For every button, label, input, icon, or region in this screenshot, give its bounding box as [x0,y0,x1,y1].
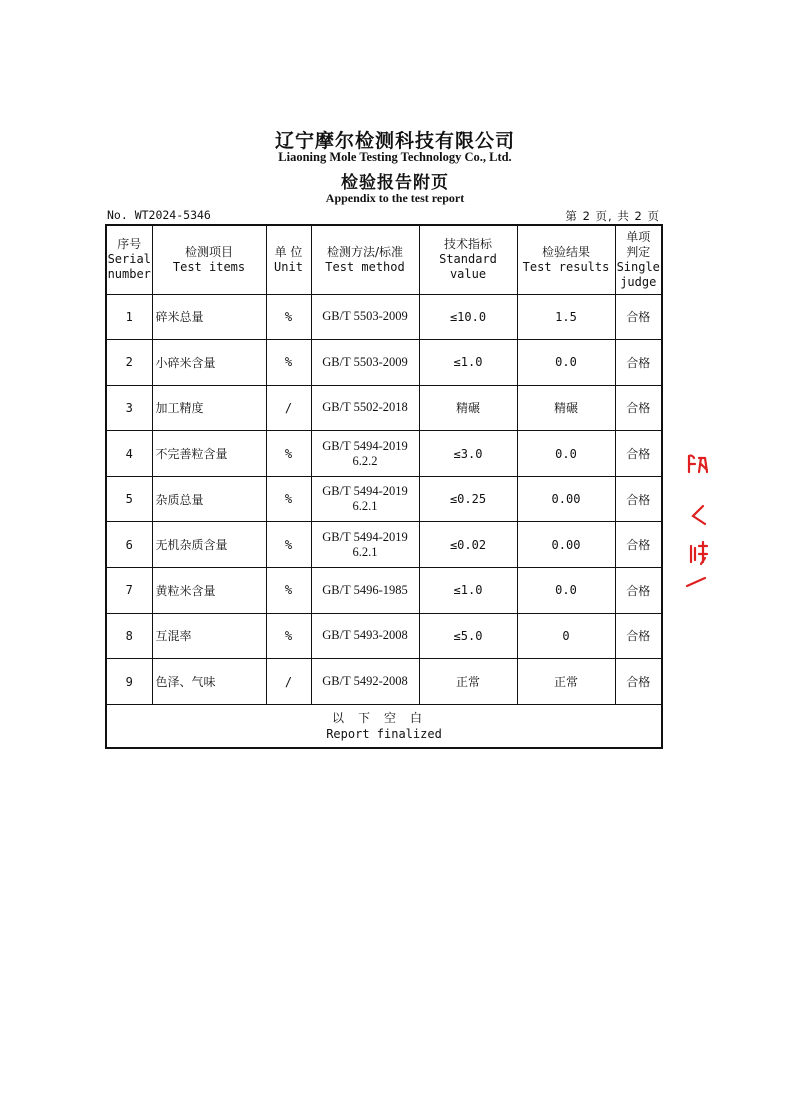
report-finalized-note [106,704,662,748]
cell-standard-value: ≤0.02 [419,522,517,568]
report-number: No. WT2024-5346 [107,208,211,222]
cell-judge: 合格 [615,613,662,659]
cell-test-item: 碎米总量 [152,294,266,340]
table-row [106,340,662,386]
cell-test-item: 无机杂质含量 [152,522,266,568]
header-standard-value: 技术指标 Standard value [419,225,517,294]
cell-test-method: GB/T 5503-2009 [311,340,419,386]
finalized-note-cn: 以下空白 [331,711,436,726]
cell-judge: 合格 [615,568,662,614]
header-test-items: 检测项目 Test items [152,225,266,294]
cell-test-item: 杂质总量 [152,476,266,522]
header-unit: 单 位 Unit [266,225,311,294]
cell-serial: 7 [106,568,152,614]
table-row [106,522,662,568]
document-title-cn: 检验报告附页 [341,173,449,193]
company-name-en: Liaoning Mole Testing Technology Co., Ltd. [278,150,512,164]
cell-serial: 2 [106,340,152,386]
cell-unit: / [266,659,311,705]
cell-test-item: 黄粒米含量 [152,568,266,614]
cell-judge: 合格 [615,294,662,340]
cell-test-item: 不完善粒含量 [152,431,266,477]
table-row [106,385,662,431]
cell-serial: 9 [106,659,152,705]
table-row [106,568,662,614]
cell-judge: 合格 [615,385,662,431]
cell-test-result: 0.0 [517,568,615,614]
cell-test-result: 精碾 [517,385,615,431]
cell-unit: % [266,522,311,568]
cell-test-method: GB/T 5494-2019 6.2.1 [311,522,419,568]
cell-test-method: GB/T 5503-2009 [311,294,419,340]
cell-serial: 6 [106,522,152,568]
cell-standard-value: ≤5.0 [419,613,517,659]
cell-unit: % [266,294,311,340]
cell-test-method: GB/T 5494-2019 6.2.2 [311,431,419,477]
cell-test-item: 加工精度 [152,385,266,431]
cell-serial: 4 [106,431,152,477]
cell-test-item: 互混率 [152,613,266,659]
cell-test-result: 正常 [517,659,615,705]
cell-unit: / [266,385,311,431]
cell-judge: 合格 [615,431,662,477]
cell-standard-value: ≤1.0 [419,568,517,614]
company-name-cn: 辽宁摩尔检测科技有限公司 [274,130,515,152]
cell-test-result: 1.5 [517,294,615,340]
cell-unit: % [266,431,311,477]
cell-serial: 8 [106,613,152,659]
cell-test-item: 小碎米含量 [152,340,266,386]
cell-test-method: GB/T 5494-2019 6.2.1 [311,476,419,522]
cell-unit: % [266,340,311,386]
cell-standard-value: ≤0.25 [419,476,517,522]
cell-unit: % [266,568,311,614]
header-single-judge: 单项 判定 Single judge [615,225,662,294]
cell-standard-value: 精碾 [419,385,517,431]
cell-serial: 3 [106,385,152,431]
cell-unit: % [266,476,311,522]
cell-judge: 合格 [615,340,662,386]
cell-serial: 1 [106,294,152,340]
cell-test-result: 0.00 [517,522,615,568]
cell-standard-value: 正常 [419,659,517,705]
partial-seal-stamp [683,450,723,590]
cell-unit: % [266,613,311,659]
header-test-method: 检测方法/标准 Test method [311,225,419,294]
cell-test-method: GB/T 5492-2008 [311,659,419,705]
document-title-en: Appendix to the test report [325,191,465,205]
cell-standard-value: ≤3.0 [419,431,517,477]
cell-standard-value: ≤10.0 [419,294,517,340]
cell-test-result: 0.00 [517,476,615,522]
cell-test-result: 0 [517,613,615,659]
page-indicator: 第 2 页, 共 2 页 [565,209,660,223]
header-test-results: 检验结果 Test results [517,225,615,294]
table-footer-row [106,704,662,748]
header-serial: 序号 Serial number [106,225,152,294]
finalized-note-en: Report finalized [326,727,442,742]
table-row [106,294,662,340]
cell-test-item: 色泽、气味 [152,659,266,705]
cell-test-method: GB/T 5496-1985 [311,568,419,614]
cell-serial: 5 [106,476,152,522]
cell-test-method: GB/T 5493-2008 [311,613,419,659]
cell-judge: 合格 [615,522,662,568]
cell-judge: 合格 [615,659,662,705]
table-header-row [106,225,662,294]
test-results-table [105,224,663,749]
cell-test-result: 0.0 [517,431,615,477]
cell-standard-value: ≤1.0 [419,340,517,386]
table-row [106,431,662,477]
cell-judge: 合格 [615,476,662,522]
table-row [106,476,662,522]
cell-test-method: GB/T 5502-2018 [311,385,419,431]
cell-test-result: 0.0 [517,340,615,386]
table-row [106,613,662,659]
table-row [106,659,662,705]
